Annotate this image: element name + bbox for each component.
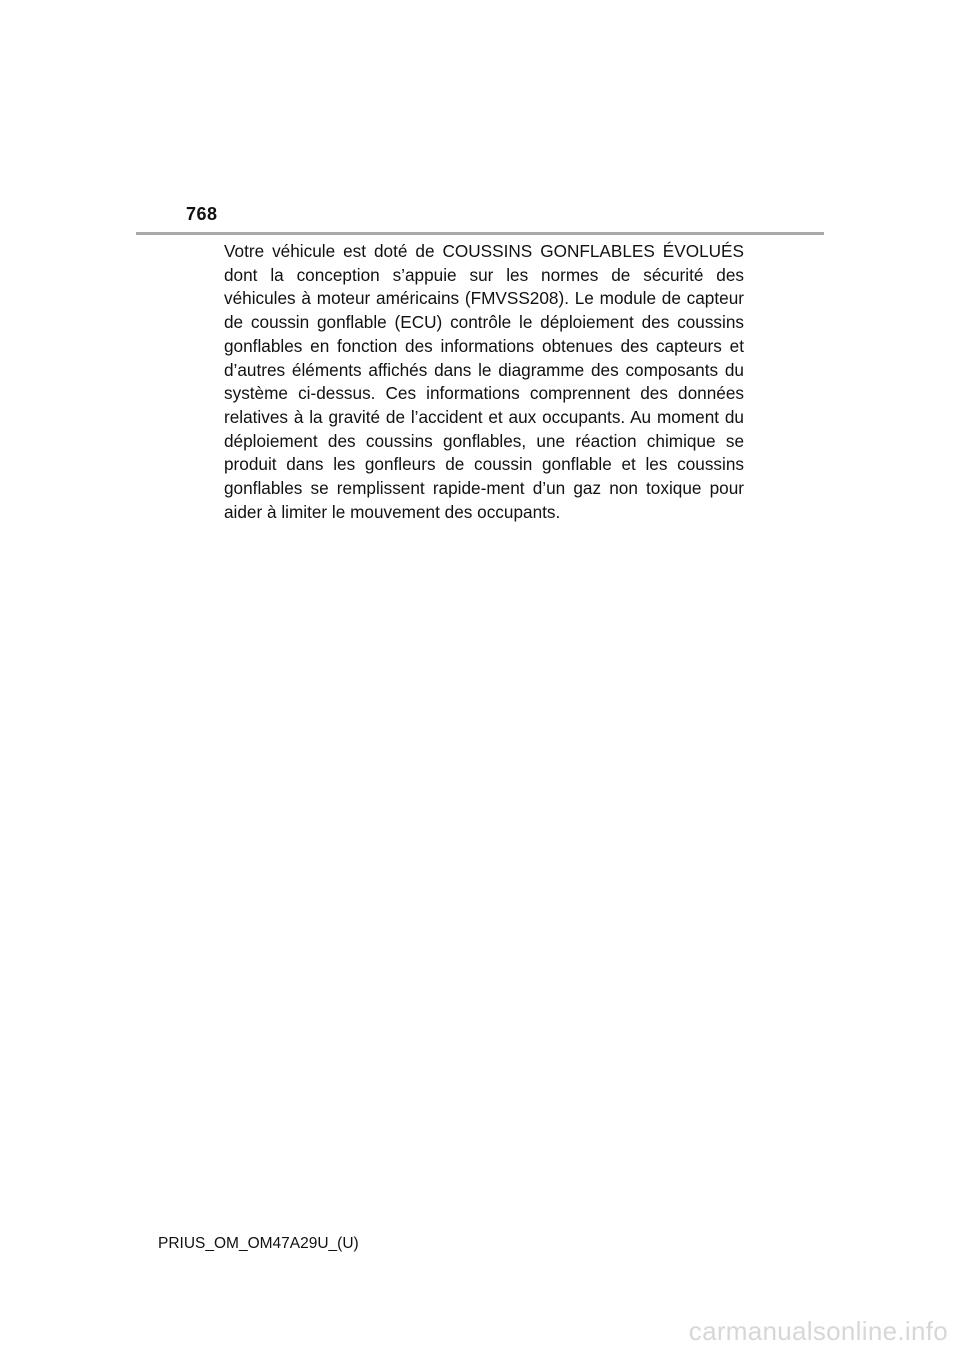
page-number: 768: [186, 204, 218, 224]
body-paragraph: Votre véhicule est doté de COUSSINS GONFLABLES ÉVOLUÉS dont la conception s’appuie sur les normes de sécurité des véhicules à moteur américains (FMVSS208). Le module de capteur de coussin gonflable (ECU) contrôle le déploiement des coussins gonflables en fonction des informations obtenues des capteurs et d’autres éléments affichés dans le diagramme des composants du système ci-dessus. Ces informations comprennent des données relatives à la gravité de l’accident et aux occupants. Au moment du déploiement des coussins gonflables, une réaction chimique se produit dans les gonfleurs de coussin gonflable et les coussins gonflables se remplissent rapide-ment d’un gaz non toxique pour aider à limiter le mouvement des occupants.: [224, 241, 744, 522]
document-code: PRIUS_OM_OM47A29U_(U): [158, 1235, 359, 1252]
watermark: carmanualsonline.info: [688, 1316, 948, 1346]
header-divider: [136, 232, 824, 235]
